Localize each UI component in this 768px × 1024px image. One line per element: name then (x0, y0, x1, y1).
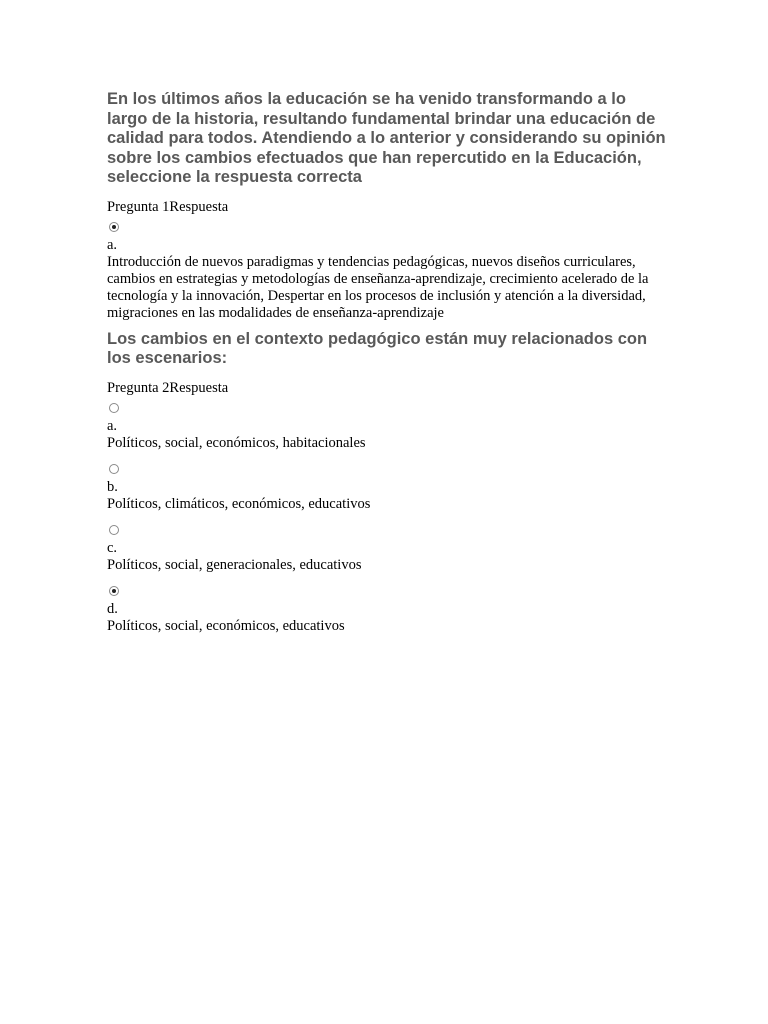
option-text: Políticos, social, económicos, habitacionales (107, 434, 366, 451)
radio-button-q2-c[interactable] (109, 525, 119, 535)
option-text: Políticos, social, económicos, educativos (107, 617, 345, 634)
radio-button-q2-b[interactable] (109, 464, 119, 474)
option-text: Introducción de nuevos paradigmas y tendencias pedagógicas, nuevos diseños curriculares, cambios en estrategias y metodologías de enseñanza-aprendizaje, crecimiento acelerado de la tecnología y la innovación, Despertar en los procesos de inclusión y atención a la diversidad, migraciones en las modalidades de enseñanza-aprendizaje (107, 253, 649, 321)
option-letter: a. (107, 417, 118, 434)
radio-button-q1-a[interactable] (109, 222, 119, 232)
question-1-option-a[interactable] (107, 216, 667, 322)
question-2-option-c[interactable] (107, 519, 667, 574)
question-2 (107, 330, 667, 635)
question-2-meta: Pregunta 2Respuesta (107, 379, 229, 396)
option-letter: a. (107, 236, 118, 253)
radio-button-q2-a[interactable] (109, 403, 119, 413)
question-2-option-b[interactable] (107, 458, 667, 513)
question-1 (107, 90, 667, 322)
question-1-title: En los últimos años la educación se ha venido transformando a lo largo de la historia, resultando fundamental brindar una educación de calidad para todos. Atendiendo a lo anterior y considerando su opinión sobre los cambios efectuados que han repercutido en la Educación, seleccione la respuesta correcta (107, 90, 666, 186)
question-2-title: Los cambios en el contexto pedagógico están muy relacionados con los escenarios: (107, 329, 648, 367)
option-text: Políticos, climáticos, económicos, educativos (107, 495, 371, 512)
option-text: Políticos, social, generacionales, educativos (107, 556, 362, 573)
option-letter: d. (107, 600, 118, 617)
option-letter: b. (107, 478, 118, 495)
question-2-option-a[interactable] (107, 397, 667, 452)
option-letter: c. (107, 539, 118, 556)
radio-button-q2-d[interactable] (109, 586, 119, 596)
quiz-page (107, 90, 667, 635)
question-1-meta: Pregunta 1Respuesta (107, 198, 229, 215)
question-2-option-d[interactable] (107, 580, 667, 635)
